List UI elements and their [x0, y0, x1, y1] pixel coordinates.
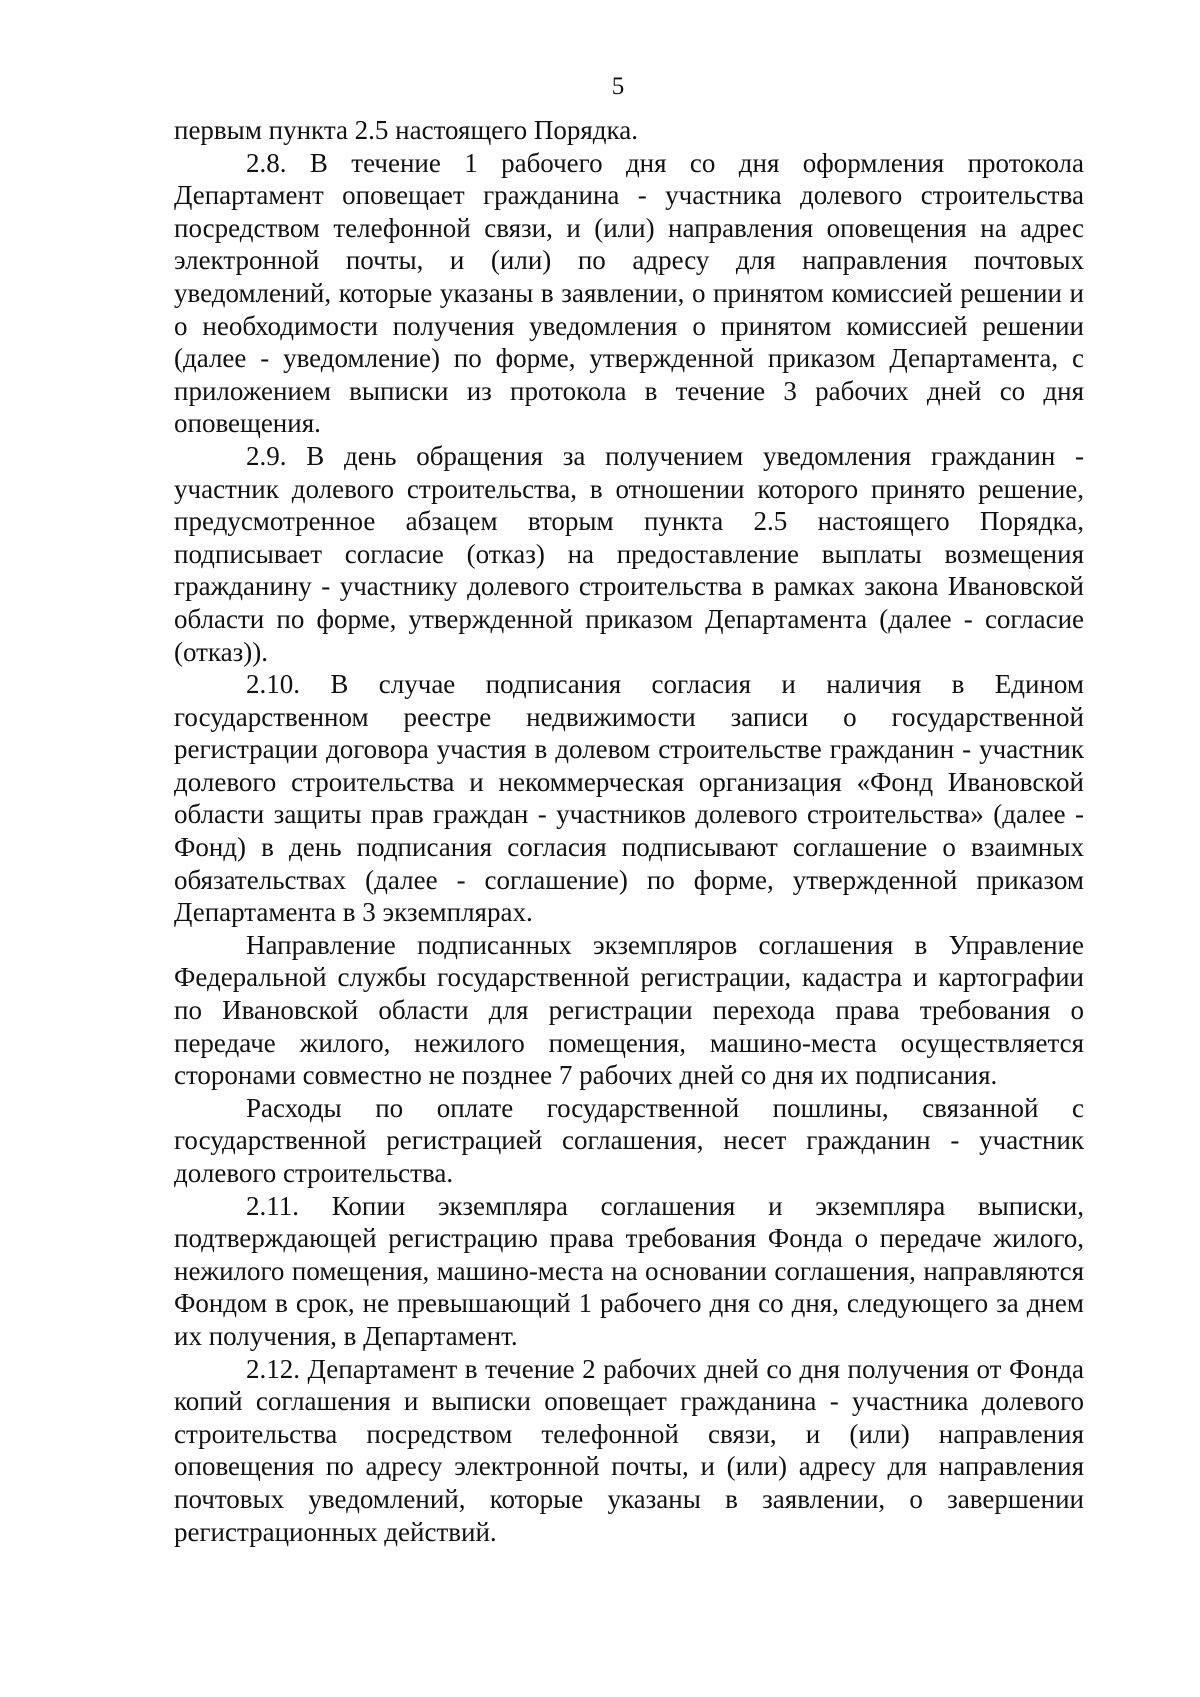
paragraph-registration-submission: Направление подписанных экземпляров соглашения в Управление Федеральной службы государственной регистрации, кадастра и картографии по Ивановской области для регистрации перехода права требования о передаче жилого, нежилого помещения, машино-места осуществляется сторонами совместно не позднее 7 рабочих дней со дня их подписания.: [174, 929, 1084, 1091]
paragraph-2-8: 2.8. В течение 1 рабочего дня со дня оформления протокола Департамент оповещает гражданина - участника долевого строительства посредством телефонной связи, и (или) направления оповещения на адрес электронной почты, и (или) по адресу для направления почтовых уведомлений, которые указаны в заявлении, о принятом комиссией решении и о необходимости получения уведомления о принятом комиссией решении (далее - уведомление) по форме, утвержденной приказом Департамента, с приложением выписки из протокола в течение 3 рабочих дней со дня оповещения.: [174, 147, 1084, 439]
paragraph-state-duty: Расходы по оплате государственной пошлины, связанной с государственной регистрацией соглашения, несет гражданин - участник долевого строительства.: [174, 1092, 1084, 1188]
paragraph-2-11: 2.11. Копии экземпляра соглашения и экземпляра выписки, подтверждающей регистрацию права требования Фонда о передаче жилого, нежилого помещения, машино-места на основании соглашения, направляются Фондом в срок, не превышающий 1 рабочего дня со дня, следующего за днем их получения, в Департамент.: [174, 1190, 1084, 1351]
paragraph-2-9: 2.9. В день обращения за получением уведомления гражданин - участник долевого строительства, в отношении которого принято решение, предусмотренное абзацем вторым пункта 2.5 настоящего Порядка, подписывает согласие (отказ) на предоставление выплаты возмещения гражданину - участнику долевого строительства в рамках закона Ивановской области по форме, утвержденной приказом Департамента (далее - согласие (отказ)).: [174, 440, 1084, 667]
paragraph-2-12: 2.12. Департамент в течение 2 рабочих дней со дня получения от Фонда копий соглашения и выписки оповещает гражданина - участника долевого строительства посредством телефонной связи, и (или) направления оповещения по адресу электронной почты, и (или) адресу для направления почтовых уведомлений, которые указаны в заявлении, о завершении регистрационных действий.: [174, 1353, 1084, 1547]
document-body: [174, 114, 1084, 1548]
page-number: 5: [611, 73, 625, 100]
paragraph-continuation: первым пункта 2.5 настоящего Порядка.: [174, 115, 638, 145]
paragraph-2-10: 2.10. В случае подписания согласия и наличия в Едином государственном реестре недвижимости записи о государственной регистрации договора участия в долевом строительстве гражданин - участник долевого строительства и некоммерческая организация «Фонд Ивановской области защиты прав граждан - участников долевого строительства» (далее - Фонд) в день подписания согласия подписывают соглашение о взаимных обязательствах (далее - соглашение) по форме, утвержденной приказом Департамента в 3 экземплярах.: [174, 669, 1084, 928]
